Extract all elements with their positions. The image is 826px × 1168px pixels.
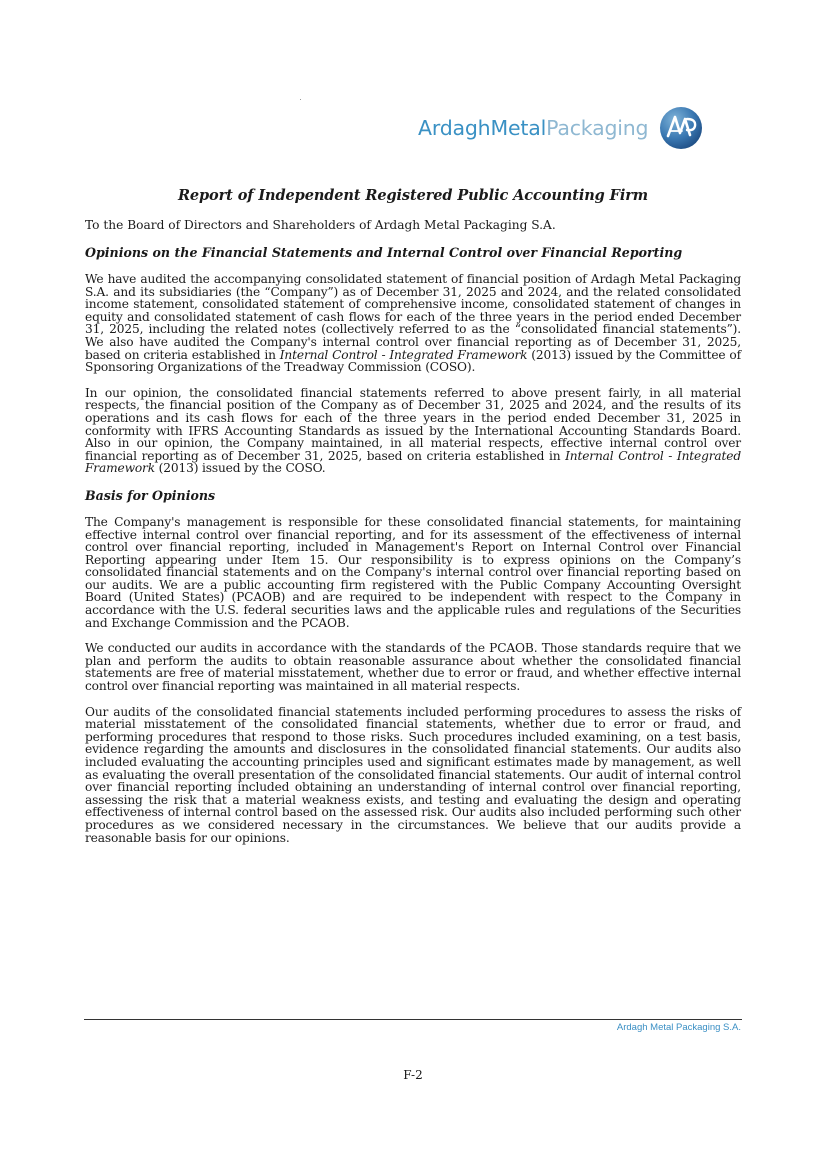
report-body bbox=[85, 187, 741, 857]
opinions-paragraph-1 bbox=[85, 273, 741, 374]
logo-wordmark bbox=[418, 116, 648, 140]
opinions-paragraph-2 bbox=[85, 387, 741, 475]
opinions-p1-italic: Internal Control - Integrated Framework bbox=[279, 347, 528, 362]
opinions-p2-text-a: In our opinion, the consolidated financial statements referred to above present fairly, in all material respects, the financial position of the Company as of December 31, 2025 and 2024, and the results of its operations and its cash flows for each of the three years in the period ended December 31, 2025 in conformity with IFRS Accounting Standards as issued by the International Accounting Standards Board. Also in our opinion, the Company maintained, in all material respects, effective internal control over financial reporting as of December 31, 2025, based on criteria established in bbox=[85, 385, 741, 463]
basis-paragraph-2: We conducted our audits in accordance with the standards of the PCAOB. Those standards require that we plan and perform the audits to obtain reasonable assurance about whether the consolidated financial statements are free of material misstatement, whether due to error or fraud, and whether effective internal control over financial reporting was maintained in all material respects. bbox=[85, 641, 741, 694]
opinions-p1-text-a: We have audited the accompanying consolidated statement of financial position of Ardagh Metal Packaging S.A. and its subsidiaries (the “Company”) as of December 31, 2025 and 2024, and the related consolidated income statement, consolidated statement of comprehensive income, consolidated statement of changes in equity and consolidated statement of cash flows for each of the three years in the period ended December 31, 2025, including the related notes (collectively referred to as the “consolidated financial statements”). We also have audited the Company's internal control over financial reporting as of December 31, 2025, based on criteria established in bbox=[85, 272, 741, 362]
logo-word-metal: Metal bbox=[490, 116, 547, 140]
opinions-p2-italic: Internal Control - Integrated Framework bbox=[85, 448, 742, 476]
page-number: F-2 bbox=[403, 1068, 423, 1082]
logo-word-packaging: Packaging bbox=[546, 116, 649, 140]
opinions-p2-text-b: (2013) issued by the COSO. bbox=[154, 461, 326, 476]
addressee: To the Board of Directors and Shareholders of Ardagh Metal Packaging S.A. bbox=[85, 218, 556, 232]
opinions-heading: Opinions on the Financial Statements and Internal Control over Financial Reporting bbox=[85, 245, 683, 260]
basis-paragraph-1: The Company's management is responsible for these consolidated financial statements, for maintaining effective internal control over financial reporting, and for its assessment of the effectiveness of internal control over financial reporting, included in Management's Report on Internal Control over Financial Reporting appearing under Item 15. Our responsibility is to express opinions on the Company’s consolidated financial statements and on the Company's internal control over financial reporting based on our audits. We are a public accounting firm registered with the Public Company Accounting Oversight Board (United States) (PCAOB) and are required to be independent with respect to the Company in accordance with the U.S. federal securities laws and the applicable rules and regulations of the Securities and Exchange Commission and the PCAOB. bbox=[85, 514, 741, 630]
basis-heading: Basis for Opinions bbox=[85, 487, 216, 503]
opinions-p1-text-b: (2013) issued by the Committee of Sponsoring Organizations of the Treadway Commission (COSO). bbox=[85, 347, 741, 375]
amp-logo-mark-icon bbox=[658, 105, 704, 151]
company-logo bbox=[418, 104, 704, 152]
basis-paragraph-3: Our audits of the consolidated financial statements included performing procedures to assess the risks of material misstatement of the consolidated financial statements, whether due to error or fraud, and performing procedures that respond to those risks. Such procedures included examining, on a test basis, evidence regarding the amounts and disclosures in the consolidated financial statements. Our audits also included evaluating the accounting principles used and significant estimates made by management, as well as evaluating the overall presentation of the consolidated financial statements. Our audit of internal control over financial reporting included obtaining an understanding of internal control over financial reporting, assessing the risk that a material weakness exists, and testing and evaluating the design and operating effectiveness of internal control based on the assessed risk. Our audits also included performing such other procedures as we considered necessary in the circumstances. We believe that our audits provide a reasonable basis for our opinions. bbox=[85, 704, 741, 845]
stray-dot bbox=[300, 99, 301, 100]
footer-company-name: Ardagh Metal Packaging S.A. bbox=[616, 1022, 741, 1033]
logo-word-ardagh: Ardagh bbox=[418, 116, 491, 140]
report-title: Report of Independent Registered Public Accounting Firm bbox=[177, 187, 649, 204]
footer-divider bbox=[84, 1019, 742, 1020]
